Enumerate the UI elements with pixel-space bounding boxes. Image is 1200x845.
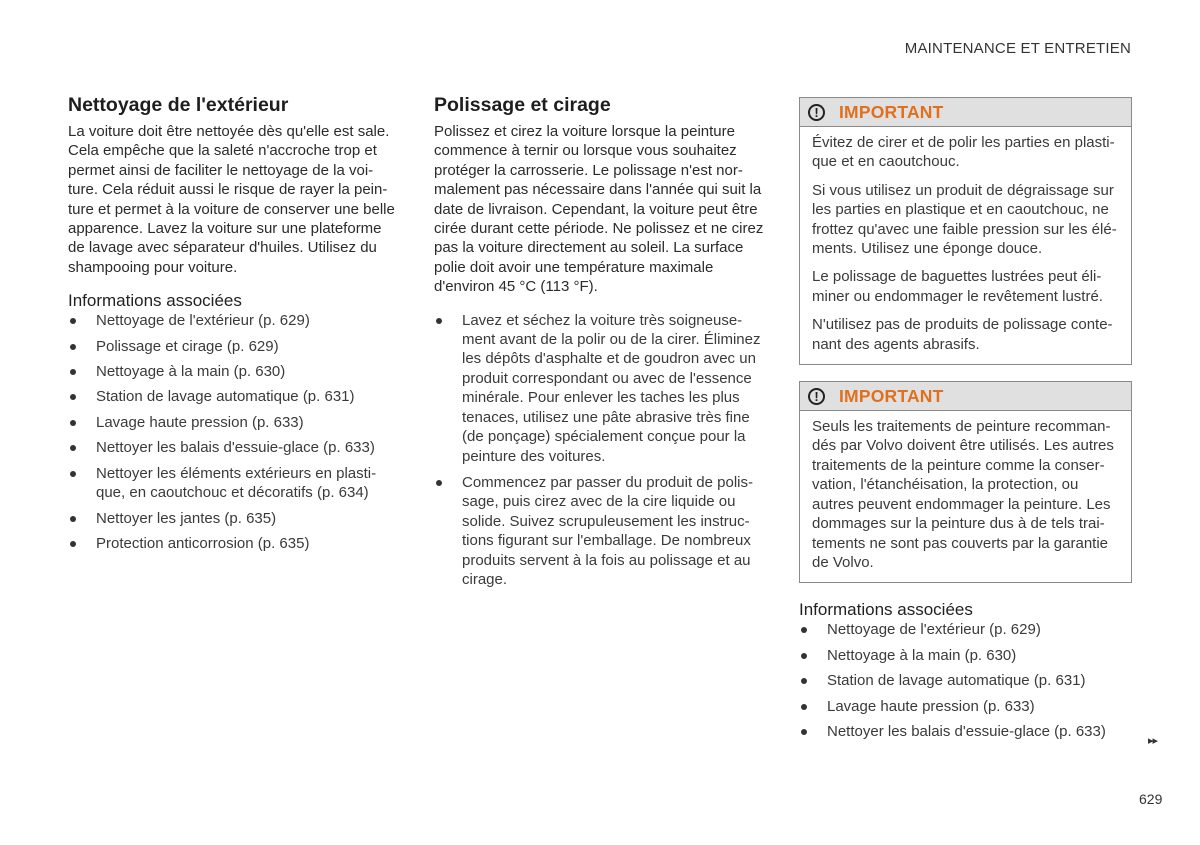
related-link[interactable]: Station de lavage automatique (p. 631) (68, 387, 398, 406)
important-body (800, 127, 1131, 364)
important-paragraph: Évitez de cirer et de polir les parties en plastique et en caoutchouc. (812, 134, 1115, 171)
related-link[interactable]: Nettoyer les jantes (p. 635) (68, 509, 398, 528)
column-important (799, 93, 1132, 747)
instruction-item: Commencez par passer du produit de polissage, puis cirez avec de la cire liquide ou solide. Suivez scrupuleusement les instructions figurant sur l'emballage. De nombreux produits servent à la fois au polissage et au cirage. (434, 473, 764, 589)
related-link[interactable]: Nettoyer les balais d'essuie-glace (p. 633) (68, 438, 398, 457)
important-box (799, 381, 1132, 583)
related-link[interactable]: Polissage et cirage (p. 629) (68, 337, 398, 356)
related-link[interactable]: Station de lavage automatique (p. 631) (799, 671, 1132, 690)
section-text: Polissez et cirez la voiture lorsque la peinture commence à ternir ou lorsque vous souhaitez protéger la carrosserie. Le polissage n'est normalement pas nécessaire dans l'année qui suit la date de livraison. Cependant, la voiture peut être cirée durant cette période. Ne polissez et ne cirez pas la voiture directement au soleil. La surface polie doit avoir une température maximale d'environ 45 °C (113 °F). (434, 123, 764, 296)
related-link[interactable]: Nettoyage à la main (p. 630) (799, 646, 1132, 665)
warning-icon: ! (808, 104, 825, 121)
related-link[interactable]: Lavage haute pression (p. 633) (68, 413, 398, 432)
column-exterior-cleaning (68, 93, 398, 559)
related-link[interactable]: Lavage haute pression (p. 633) (799, 697, 1132, 716)
section-title: Nettoyage de l'extérieur (68, 94, 289, 116)
column-polishing (434, 93, 764, 596)
section-header: MAINTENANCE ET ENTRETIEN (904, 40, 1131, 57)
section-text: La voiture doit être nettoyée dès qu'elle est sale. Cela empêche que la saleté n'accroche trop et permet ainsi de faciliter le nettoyage de la voiture. Cela réduit aussi le risque de rayer la peinture et permet à la voiture de conserver une belle apparence. Lavez la voiture sur une plateforme de lavage avec séparateur d'huiles. Utilisez du shampooing pour voiture. (68, 123, 395, 276)
related-info-title: Informations associées (68, 291, 242, 311)
important-paragraph: Le polissage de baguettes lustrées peut éliminer ou endommager le revêtement lustré. (812, 268, 1103, 305)
related-links-list (68, 311, 398, 553)
important-box (799, 97, 1132, 365)
instruction-list (434, 311, 764, 590)
important-paragraph: N'utilisez pas de produits de polissage contenant des agents abrasifs. (812, 316, 1113, 353)
related-links-list (799, 620, 1132, 741)
related-link[interactable]: Protection anticorrosion (p. 635) (68, 534, 398, 553)
important-paragraph: Si vous utilisez un produit de dégraissage sur les parties en plastique et en caoutchouc, ne frottez qu'avec une faible pression sur les éléments. Utilisez une éponge douce. (812, 181, 1117, 258)
continue-arrows-icon: ▸▸ (1148, 735, 1158, 747)
section-title: Polissage et cirage (434, 94, 611, 116)
related-link[interactable]: Nettoyage à la main (p. 630) (68, 362, 398, 381)
important-header (800, 98, 1131, 127)
related-link[interactable]: Nettoyage de l'extérieur (p. 629) (799, 620, 1132, 639)
important-title: IMPORTANT (839, 101, 944, 122)
related-link[interactable]: Nettoyer les balais d'essuie-glace (p. 633) (799, 722, 1132, 741)
page-number: 629 (1139, 791, 1163, 807)
important-paragraph: Seuls les traitements de peinture recommandés par Volvo doivent être utilisés. Les autres traitements de la peinture comme la conservation, l'étanchéisation, la protection, ou autres peuvent endommager la peinture. Les dommages sur la peinture dus à de tels traitements ne sont pas couverts par la garantie de Volvo. (812, 418, 1114, 571)
warning-icon: ! (808, 388, 825, 405)
important-header (800, 382, 1131, 411)
related-link[interactable]: Nettoyage de l'extérieur (p. 629) (68, 311, 398, 330)
related-info-title: Informations associées (799, 600, 973, 620)
important-body (800, 411, 1131, 582)
related-link[interactable]: Nettoyer les éléments extérieurs en plastique, en caoutchouc et décoratifs (p. 634) (68, 464, 398, 503)
instruction-item: Lavez et séchez la voiture très soigneusement avant de la polir ou de la cirer. Éliminez les dépôts d'asphalte et de goudron avec un produit correspondant ou avec de l'essence minérale. Pour enlever les taches les plus tenaces, utilisez une pâte abrasive très fine (de ponçage) spécialement conçue pour la peinture des voitures. (434, 311, 764, 466)
important-title: IMPORTANT (839, 385, 944, 406)
